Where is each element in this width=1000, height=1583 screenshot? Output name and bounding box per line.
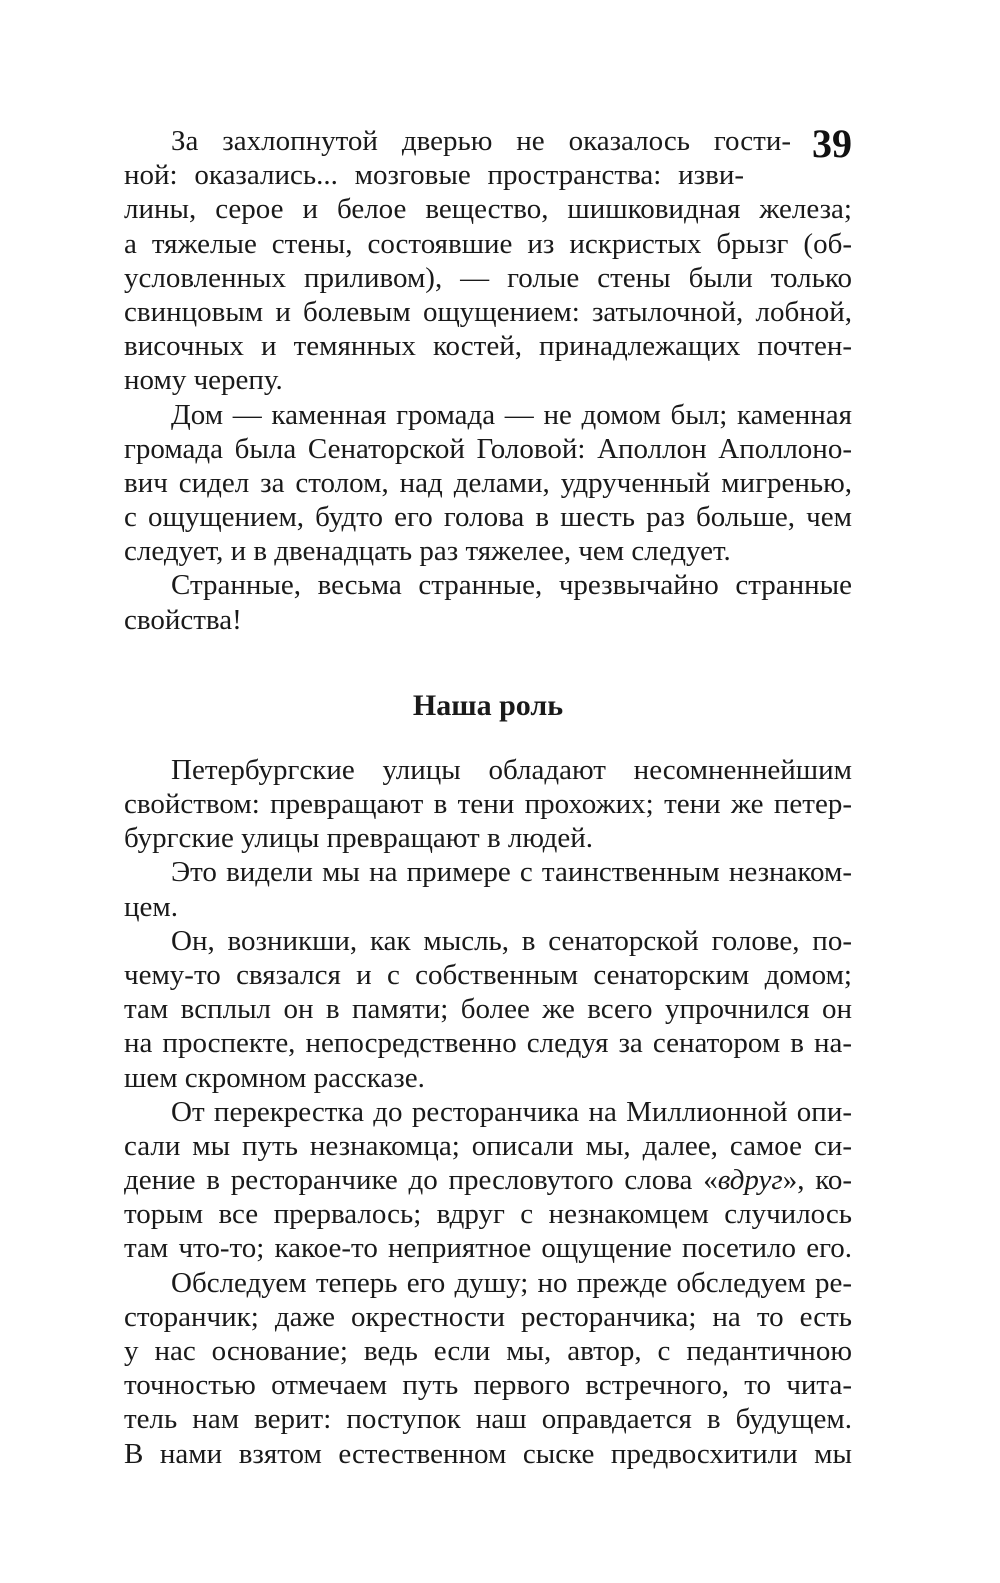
text-line: с ощущением, будто его голова в шесть раз больше, чем — [124, 501, 852, 534]
text-line: бургские улицы превращают в людей. — [124, 822, 593, 855]
page-number: 39 — [812, 121, 852, 166]
text-line: височных и темянных костей, принадлежащих почтен- — [124, 330, 852, 363]
text-line: там что-то; какое-то неприятное ощущение посетило его. — [124, 1232, 852, 1265]
text-line — [124, 1163, 852, 1197]
text-line: следует, и в двенадцать раз тяжелее, чем следует. — [124, 535, 731, 568]
text-line: Это видели мы на примере с таинственным незнаком- — [171, 856, 852, 889]
text-run: », ко- — [782, 1164, 853, 1197]
text-line: условленных приливом), — голые стены были только — [124, 261, 852, 294]
page-body — [124, 121, 853, 1471]
paragraph — [124, 568, 852, 636]
text-line: громада была Сенаторской Головой: Аполлон Аполлоно- — [124, 432, 852, 465]
text-line: Обследуем теперь его душу; но прежде обследуем ре- — [171, 1266, 852, 1299]
paragraph — [124, 1266, 852, 1471]
text-line: Дом — каменная громада — не домом был; каменная — [171, 398, 852, 431]
text-line: тель нам верит: поступок наш оправдается в будущем. — [124, 1403, 852, 1436]
text-line: лины, серое и белое вещество, шишковидная железа; — [124, 193, 852, 226]
text-line: свойства! — [124, 603, 242, 636]
text-line: цем. — [124, 890, 178, 923]
paragraph — [124, 121, 852, 398]
text-line: точностью отмечаем путь первого встречного, то чита- — [124, 1369, 852, 1402]
paragraph — [124, 1095, 852, 1266]
paragraph — [124, 924, 852, 1095]
text-line: у нас основание; ведь если мы, автор, с педантичною — [124, 1335, 852, 1367]
text-line: а тяжелые стены, состоявшие из искристых брызг (об- — [124, 227, 852, 260]
text-line: сторанчик; даже окрестности ресторанчика; на то есть — [124, 1300, 852, 1333]
text-line: торым все прервалось; вдруг с незнакомцем случилось — [124, 1198, 852, 1231]
text-line: свинцовым и болевым ощущением: затылочной, лобной, — [124, 295, 852, 328]
text-line: Он, возникши, как мысль, в сенаторской голове, по- — [171, 924, 852, 957]
text-line: От перекрестка до ресторанчика на Миллионной опи- — [171, 1095, 852, 1128]
text-line: там всплыл он в памяти; более же всего упрочнился он — [124, 993, 852, 1026]
text-line: ному черепу. — [124, 364, 283, 397]
text-line: шем скромном рассказе. — [124, 1061, 425, 1094]
text-line: на проспекте, непосредственно следуя за сенатором в на- — [124, 1027, 852, 1060]
text-line: ной: оказались... мозговые пространства: изви- — [124, 159, 744, 192]
text-line: В нами взятом естественном сыске предвосхитили мы — [124, 1437, 852, 1470]
text-line: Странные, весьма странные, чрезвычайно странные — [171, 569, 852, 602]
text-line: сали мы путь незнакомца; описали мы, далее, самое си- — [124, 1129, 852, 1162]
paragraph — [124, 855, 852, 923]
section-heading: Наша роль — [412, 688, 564, 722]
text-line: вич сидел за столом, над делами, удрученный мигренью, — [124, 466, 852, 499]
text-line: чему-то связался и с собственным сенаторским домом; — [124, 958, 852, 991]
text-line: Петербургские улицы обладают несомненнейшим — [171, 753, 852, 786]
text-line: свойством: превращают в тени прохожих; тени же петер- — [124, 788, 852, 820]
paragraph — [124, 398, 852, 569]
paragraph — [124, 753, 852, 856]
italic-word: вдруг — [717, 1164, 783, 1197]
text-run: дение в ресторанчике до пресловутого слова « — [124, 1164, 718, 1197]
text-line: За захлопнутой дверью не оказалось гости- — [171, 125, 791, 157]
